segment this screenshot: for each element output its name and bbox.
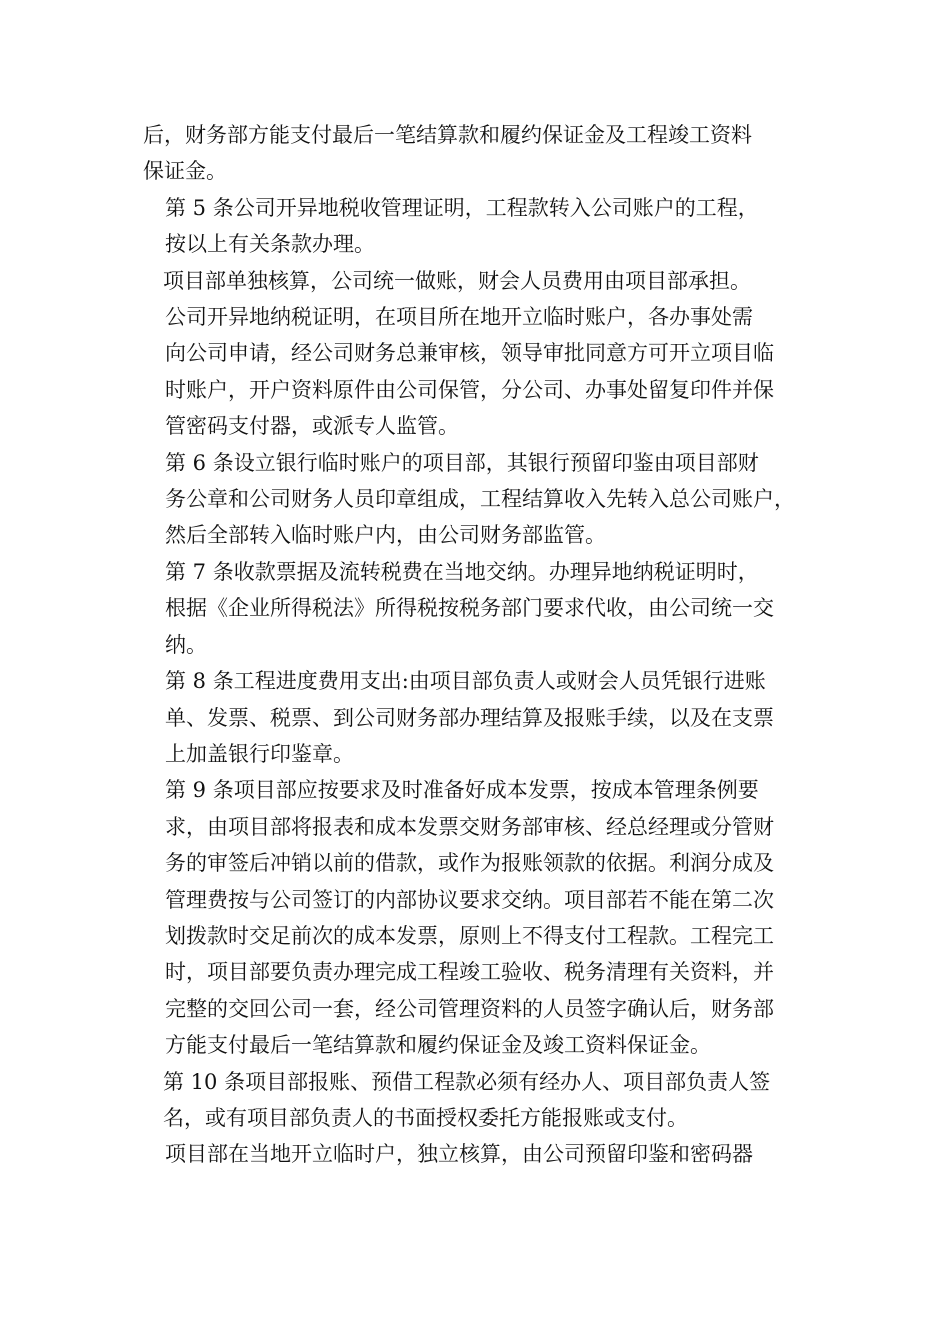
paragraph-article-6: 第 6 条设立银行临时账户的项目部，其银行预留印鉴由项目部财 务公章和公司财务人员印章组成，工程结算收入先转入总公司账户， 然后全部转入临时账户内，由公司财务部监管。: [165, 450, 795, 548]
paragraph-article-7: 第 7 条收款票据及流转税费在当地交纳。办理异地纳税证明时， 根据《企业所得税法》所得税按税务部门要求代收，由公司统一交 纳。: [165, 559, 774, 657]
paragraph-article-10: 第 10 条项目部报账、预借工程款必须有经办人、项目部负责人签 名，或有项目部负责人的书面授权委托方能报账或支付。: [163, 1069, 771, 1130]
paragraph-continuation: 后，财务部方能支付最后一笔结算款和履约保证金及工程竣工资料 保证金。: [143, 123, 752, 184]
paragraph-article-5: 第 5 条公司开异地税收管理证明，工程款转入公司账户的工程， 按以上有关条款办理。: [165, 195, 759, 257]
paragraph-article-9: 第 9 条项目部应按要求及时准备好成本发票，按成本管理条例要 求，由项目部将报表和成本发票交财务部审核、经总经理或分管财 务的审签后冲销以前的借款，或作为报账领款的依据。利润分成及 管理费按与公司签订的内部协议要求交纳。项目部若不能在第二次 划拨款时交足前次的成本发票，原则上不得支付工程款。工程完工 时，项目部要负责办理完成工程竣工验收、税务清理有关资料，并 完整的交回公司一套，经公司管理资料的人员签字确认后，财务部 方能支付最后一笔结算款和履约保证金及竣工资料保证金。: [165, 778, 774, 1058]
paragraph-independent-accounting: 项目部单独核算，公司统一做账，财会人员费用由项目部承担。: [163, 268, 751, 293]
paragraph-article-8: 第 8 条工程进度费用支出:由项目部负责人或财会人员凭银行进账 单、发票、税票、到公司财务部办理结算及报账手续，以及在支票 上加盖银行印鉴章。: [165, 669, 774, 766]
document-body: [143, 117, 823, 1173]
paragraph-tax-certificate: 公司开异地纳税证明，在项目所在地开立临时账户，各办事处需 向公司申请，经公司财务总兼审核，领导审批同意方可开立项目临 时账户，开户资料原件由公司保管，分公司、办事处留复印件并保 管密码支付器，或派专人监管。: [165, 305, 774, 439]
paragraph-temporary-account: 项目部在当地开立临时户，独立核算，由公司预留印鉴和密码器: [165, 1142, 753, 1167]
